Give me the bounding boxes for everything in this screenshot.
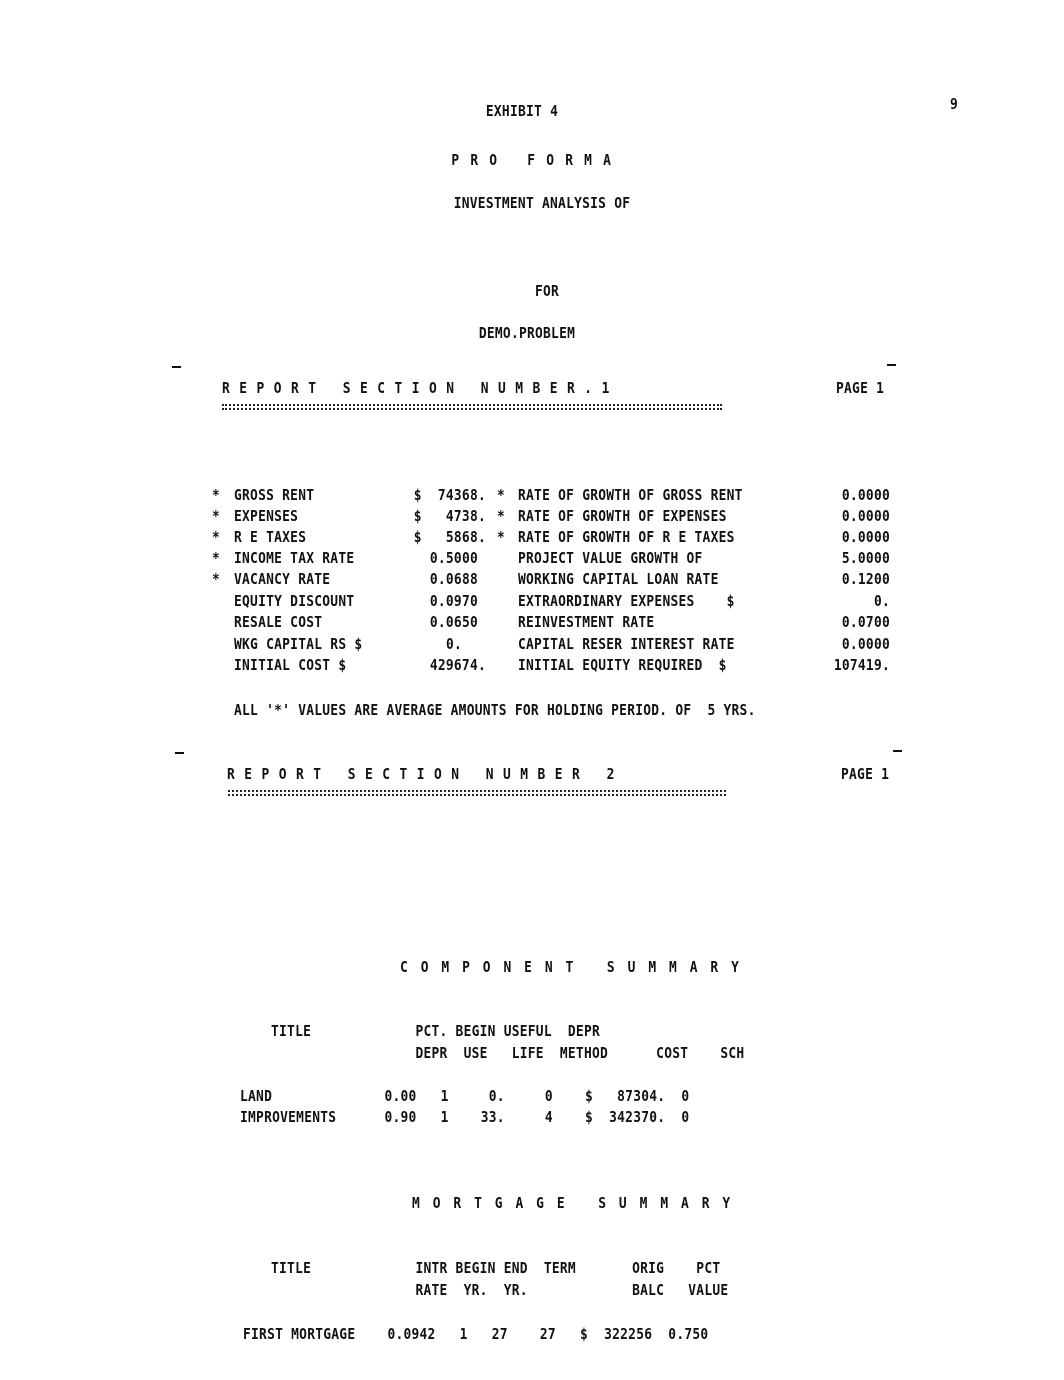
mortgage-header-1: TITLE INTR BEGIN END TERM ORIG PCT [271,1259,721,1277]
row-value: 0.0650 [429,613,478,631]
mortgage-summary-title: M O R T G A G E S U M M A R Y [412,1194,733,1212]
row-label: RATE OF GROWTH OF R E TAXES [518,528,735,546]
row-label: RATE OF GROWTH OF EXPENSES [518,507,727,525]
analysis-of-title: INVESTMENT ANALYSIS OF [453,194,631,212]
component-header-2: DEPR USE LIFE METHOD COST SCH [271,1044,745,1062]
row-star: * [212,486,221,504]
section1-title: R E P O R T S E C T I O N N U M B E R . 1 [222,379,611,397]
row-value: $ 5868. [413,528,486,546]
component-row: IMPROVEMENTS 0.90 1 33. 4 $ 342370. 0 [240,1108,690,1126]
row-label: GROSS RENT [234,486,315,504]
row-value: 0.1200 [841,570,890,588]
section1-note: ALL '*' VALUES ARE AVERAGE AMOUNTS FOR HOLDING PERIOD. OF 5 YRS. [234,701,756,719]
row-value: 0.0700 [841,613,890,631]
row-label: R E TAXES [234,528,307,546]
exhibit-title: EXHIBIT 4 [485,102,559,120]
row-label: EQUITY DISCOUNT [234,592,355,610]
section2-title: R E P O R T S E C T I O N N U M B E R 2 [227,765,616,783]
row-value: 0. [873,592,890,610]
row-star: * [212,528,221,546]
row-star: * [212,507,221,525]
component-row: LAND 0.00 1 0. 0 $ 87304. 0 [240,1087,690,1105]
row-label: WKG CAPITAL RS $ [234,635,363,653]
row-value: 429674. [429,656,486,674]
row-value: $ 74368. [413,486,486,504]
section1-rule [222,404,722,410]
row-star: * [212,570,221,588]
row-label: INITIAL COST $ [234,656,347,674]
row-label: CAPITAL RESER INTEREST RATE [518,635,735,653]
row-value: $ 4738. [413,507,486,525]
row-label: REINVESTMENT RATE [518,613,655,631]
margin-mark [893,750,902,752]
margin-mark [175,752,184,754]
project-name: DEMO.PROBLEM [478,324,576,342]
mortgage-header-2: RATE YR. YR. BALC VALUE [271,1281,729,1299]
row-label: EXPENSES [234,507,299,525]
row-label: RATE OF GROWTH OF GROSS RENT [518,486,743,504]
margin-mark [172,366,181,368]
row-value: 0.0000 [841,528,890,546]
row-star: * [497,486,506,504]
row-value: 0.5000 [429,549,478,567]
section1-page: PAGE 1 [836,379,885,397]
row-label: PROJECT VALUE GROWTH OF [518,549,703,567]
row-value: 0.0000 [841,635,890,653]
row-value: 5.0000 [841,549,890,567]
row-label: RESALE COST [234,613,323,631]
page-number: 9 [950,95,959,113]
row-star: * [212,549,221,567]
row-label: INCOME TAX RATE [234,549,355,567]
row-value: 107419. [833,656,890,674]
row-value: 0.0000 [841,507,890,525]
row-star: * [497,528,506,546]
row-label: WORKING CAPITAL LOAN RATE [518,570,719,588]
row-value: 0. [445,635,462,653]
pro-forma-title: P R O F O R M A [451,151,613,169]
section2-rule [228,790,726,796]
component-summary-title: C O M P O N E N T S U M M A R Y [400,958,742,976]
row-value: 0.0970 [429,592,478,610]
row-label: EXTRAORDINARY EXPENSES $ [518,592,735,610]
margin-mark [887,364,896,366]
row-value: 0.0000 [841,486,890,504]
row-value: 0.0688 [429,570,478,588]
for-label: FOR [534,282,560,300]
row-label: VACANCY RATE [234,570,331,588]
component-header-1: TITLE PCT. BEGIN USEFUL DEPR [271,1022,601,1040]
row-star: * [497,507,506,525]
row-label: INITIAL EQUITY REQUIRED $ [518,656,727,674]
mortgage-row: FIRST MORTGAGE 0.0942 1 27 27 $ 322256 0.750 [243,1325,709,1343]
section2-page: PAGE 1 [841,765,890,783]
